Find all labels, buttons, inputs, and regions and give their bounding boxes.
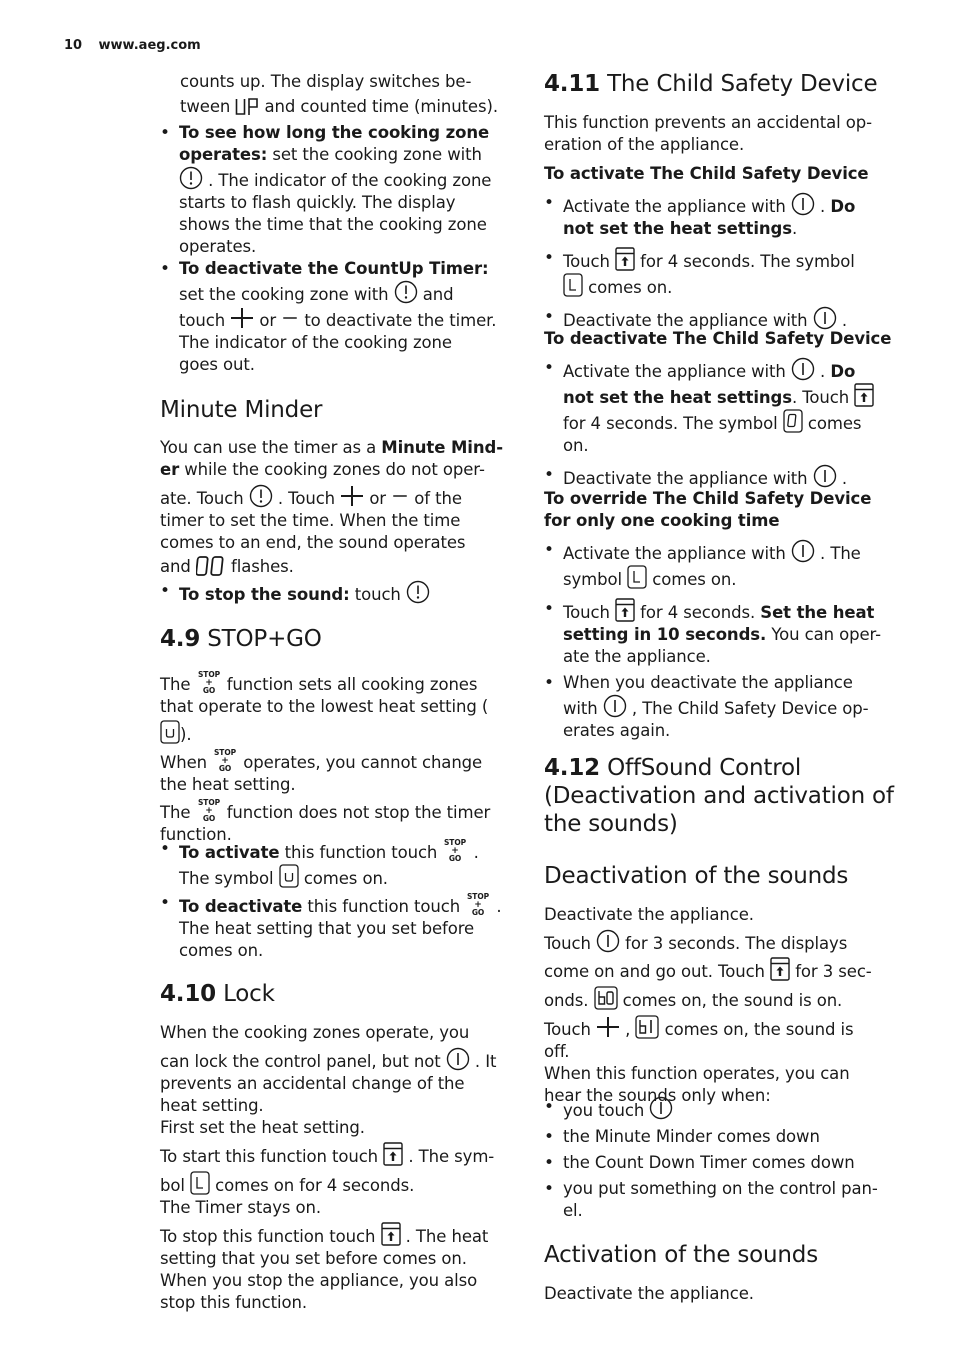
- text-line: First set the heat setting.: [160, 1118, 365, 1137]
- countup-continuation: [180, 71, 520, 118]
- activation-sounds-body: [544, 1283, 900, 1305]
- text-line: setting that you set before comes on.: [160, 1249, 467, 1268]
- keep-warm-u-icon: [279, 864, 299, 888]
- text-line: When the cooking zones operate, you: [160, 1023, 470, 1042]
- on-off-icon: [813, 306, 837, 330]
- svg-text:STOP: STOP: [197, 670, 220, 679]
- text-line: function.: [160, 825, 232, 844]
- text-line: timer to set the time. When the time: [160, 511, 461, 530]
- on-off-icon: [813, 464, 837, 488]
- child-safety-intro: [544, 112, 900, 156]
- stop-go-icon: [442, 838, 468, 862]
- text-line: To stop this function touch . The heat: [160, 1222, 516, 1248]
- on-off-icon: [791, 192, 815, 216]
- activate-child-safety-list: [544, 192, 900, 332]
- text-line: When STOP + GO operates, you cannot change: [160, 748, 483, 772]
- text-line: ).: [160, 720, 516, 746]
- on-off-icon: [446, 1047, 470, 1071]
- svg-text:+: +: [474, 900, 482, 910]
- svg-text:GO: GO: [202, 814, 215, 822]
- minus-icon: [281, 306, 299, 330]
- bullet-stop-go-deactivate: [160, 892, 516, 962]
- lock-key-icon: [854, 383, 874, 407]
- override-child-safety-list: [544, 539, 900, 742]
- svg-text:GO: GO: [449, 854, 462, 862]
- stop-go-icon: [465, 892, 491, 916]
- text-line: The Timer stays on.: [160, 1198, 322, 1217]
- stop-go-icon: [212, 748, 238, 772]
- bullet-stop-sound: [160, 580, 516, 606]
- list-item: • you touch: [544, 1096, 900, 1122]
- lock-key-icon: [615, 598, 635, 622]
- child-safety-heading: 4.11 The Child Safety Device: [544, 71, 878, 97]
- minute-minder-heading: Minute Minder: [160, 397, 323, 423]
- activation-sounds-heading: Activation of the sounds: [544, 1242, 818, 1268]
- list-item: • Activate the appliance with . Do not set the heat settings.: [544, 192, 900, 240]
- list-item: • To deactivate this function touch STOP + GO . The heat setting that you set before comes on.: [160, 892, 516, 962]
- text-line: off.: [544, 1042, 570, 1061]
- text-line: Deactivate the appliance.: [544, 1284, 754, 1303]
- text-line: hear the sounds only when:: [544, 1086, 771, 1105]
- text-line: This function prevents an accidental op-: [544, 113, 873, 132]
- stop-go-icon: [196, 670, 222, 694]
- text-line: When you stop the appliance, you also: [160, 1271, 478, 1290]
- minute-minder-body: [160, 437, 516, 578]
- text-line: Touch , comes on, the sound is: [544, 1015, 900, 1041]
- text-line: counts up. The display switches be-: [180, 72, 472, 91]
- plus-icon: [596, 1015, 620, 1039]
- svg-text:STOP: STOP: [197, 798, 220, 807]
- svg-text:+: +: [451, 846, 460, 856]
- deactivation-sounds-body: [544, 904, 900, 1107]
- page-number: 10: [64, 38, 83, 53]
- list-item: • To activate this function touch STOP + GO . The symbol comes on.: [160, 838, 516, 890]
- text-line: tween and counted time (minutes).: [180, 97, 498, 116]
- deactivate-child-safety-list: [544, 357, 900, 490]
- list-item: • To deactivate the CountUp Timer: set the cooking zone with and touch or to deactivate the timer. The indicator of the cooking zone goes out.: [160, 258, 516, 376]
- text-line: heat setting.: [160, 1096, 264, 1115]
- double-zero-display-icon: [196, 556, 226, 576]
- keep-warm-u-icon: [160, 720, 180, 744]
- svg-text:GO: GO: [218, 764, 232, 772]
- on-off-icon: [596, 929, 620, 953]
- bullet-stop-go-activate: [160, 838, 516, 890]
- svg-text:+: +: [221, 756, 229, 766]
- plus-icon: [230, 306, 254, 330]
- list-item: • To stop the sound: touch: [160, 580, 516, 606]
- text-line: onds. comes on, the sound is on.: [544, 986, 900, 1012]
- list-item: • Touch for 4 seconds. Set the heat setting in 10 seconds. You can oper- ate the appliance.: [544, 598, 900, 668]
- site-url: www.aeg.com: [98, 38, 201, 53]
- text-line: comes to an end, the sound operates: [160, 533, 466, 552]
- minus-icon: [391, 484, 409, 508]
- text-line: To start this function touch . The sym-: [160, 1142, 516, 1168]
- text-line: When this function operates, you can: [544, 1064, 850, 1083]
- sounds-conditions-list: [544, 1096, 900, 1222]
- zero-display-icon: [783, 409, 803, 433]
- svg-text:STOP: STOP: [467, 892, 490, 901]
- text-line: that operate to the lowest heat setting (: [160, 697, 489, 716]
- text-line: The STOP + GO function sets all cooking zones: [160, 670, 478, 694]
- list-item: • To see how long the cooking zone operates: set the cooking zone with . The indicator of the cooking zone starts to flash quickly. The display shows the time that the cooking zone operates.: [160, 122, 516, 258]
- list-item: • Deactivate the appliance with .: [544, 464, 900, 490]
- stop-go-heading: 4.9 STOP+GO: [160, 626, 322, 652]
- text-line: Touch for 3 seconds. The displays: [544, 929, 900, 955]
- list-item: • Activate the appliance with . The symbol comes on.: [544, 539, 900, 591]
- svg-text:GO: GO: [202, 686, 215, 694]
- text-line: You can use the timer as a Minute Mind-: [160, 438, 503, 457]
- text-line: can lock the control panel, but not . It: [160, 1047, 516, 1073]
- up-display-icon: [235, 98, 259, 116]
- offsound-heading: 4.12 OffSound Control (Deactivation and activation of the sounds): [544, 755, 894, 837]
- on-off-icon: [791, 357, 815, 381]
- text-line: Deactivate the appliance.: [544, 905, 754, 924]
- on-off-icon: [791, 539, 815, 563]
- lock-key-icon: [615, 247, 635, 271]
- svg-text:STOP: STOP: [444, 838, 467, 847]
- lock-heading: 4.10 Lock: [160, 981, 275, 1007]
- on-off-icon: [603, 694, 627, 718]
- text-line: ate. Touch . Touch or of the: [160, 484, 516, 510]
- text-line: come on and go out. Touch for 3 sec-: [544, 957, 900, 983]
- stop-go-body: [160, 670, 516, 846]
- list-item: • the Count Down Timer comes down: [544, 1152, 900, 1174]
- svg-text:GO: GO: [472, 908, 485, 916]
- text-line: eration of the appliance.: [544, 135, 745, 154]
- text-line: stop this function.: [160, 1293, 307, 1312]
- timer-icon: [406, 580, 430, 604]
- override-child-safety-subheading: To override The Child Safety Device for only one cooking time: [544, 489, 872, 530]
- timer-icon: [394, 280, 418, 304]
- list-item: • When you deactivate the appliance with , The Child Safety Device op- erates again.: [544, 672, 900, 742]
- list-item: • the Minute Minder comes down: [544, 1126, 900, 1148]
- b0-display-icon: [594, 986, 618, 1010]
- text-line: the heat setting.: [160, 775, 296, 794]
- deactivate-child-safety-subheading: To deactivate The Child Safety Device: [544, 329, 892, 348]
- lock-key-icon: [381, 1222, 401, 1246]
- stop-go-icon: [196, 798, 222, 822]
- deactivation-sounds-heading: Deactivation of the sounds: [544, 863, 849, 889]
- bullet-see-operating-time: [160, 122, 516, 258]
- b1-display-icon: [635, 1015, 659, 1039]
- bullet-deactivate-countup: [160, 258, 516, 376]
- list-item: • Touch for 4 seconds. The symbol comes on.: [544, 247, 900, 299]
- lock-key-icon: [383, 1142, 403, 1166]
- lock-key-icon: [770, 957, 790, 981]
- lock-l-icon: [627, 565, 647, 589]
- text-line: and flashes.: [160, 557, 294, 576]
- plus-icon: [340, 484, 364, 508]
- list-item: • you put something on the control pan- el.: [544, 1178, 900, 1222]
- lock-body: [160, 1022, 516, 1314]
- svg-text:+: +: [204, 806, 213, 816]
- text-line: prevents an accidental change of the: [160, 1074, 465, 1093]
- list-item: • Activate the appliance with . Do not set the heat settings. Touch for 4 seconds. The symbol comes on.: [544, 357, 900, 457]
- activate-child-safety-subheading: To activate The Child Safety Device: [544, 164, 869, 183]
- svg-text:+: +: [204, 678, 213, 688]
- text-line: The STOP + GO function does not stop the timer: [160, 798, 491, 822]
- lock-l-icon: [190, 1171, 210, 1195]
- svg-text:STOP: STOP: [214, 748, 237, 757]
- lock-l-icon: [563, 273, 583, 297]
- text-line: er while the cooking zones do not oper-: [160, 460, 485, 479]
- page-header: [64, 38, 201, 53]
- timer-icon: [249, 484, 273, 508]
- list-item: • Deactivate the appliance with .: [544, 306, 900, 332]
- timer-icon: [179, 166, 203, 190]
- text-line: bol comes on for 4 seconds.: [160, 1171, 516, 1197]
- on-off-icon: [649, 1096, 673, 1120]
